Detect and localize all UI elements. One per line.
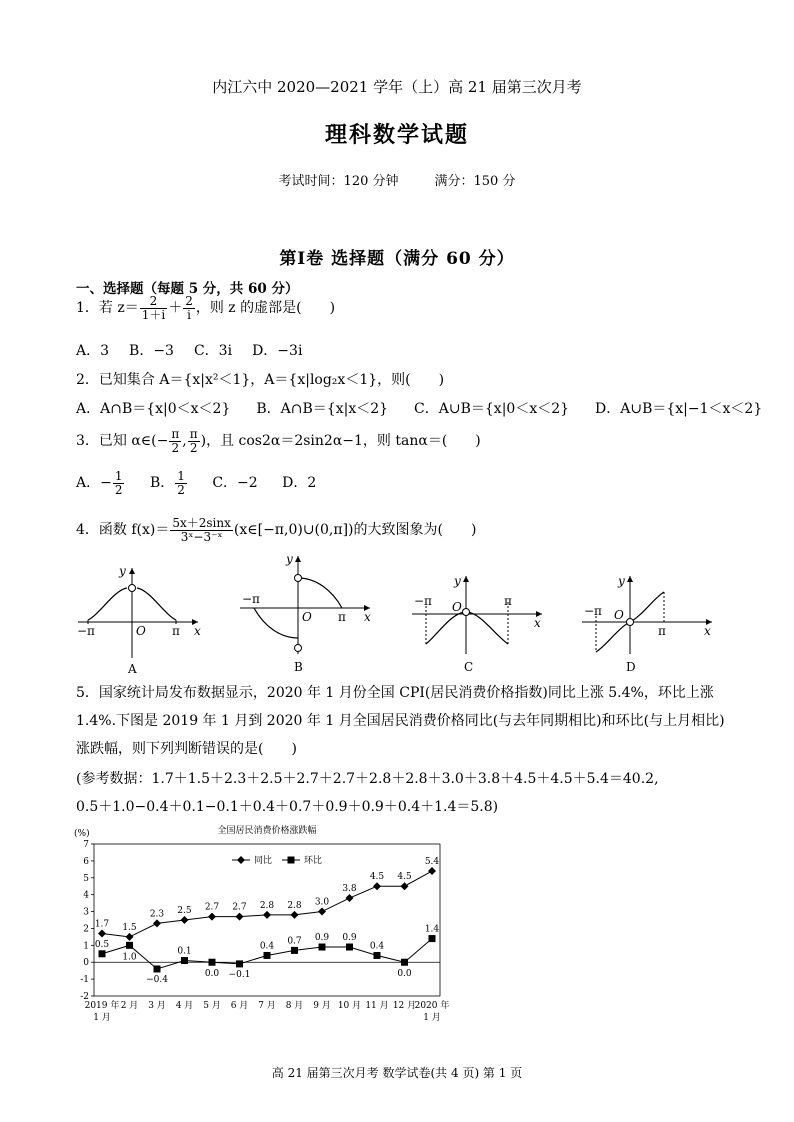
school-line: 内江六中 2020—2021 学年（上）高 21 届第三次月考 [212,78,582,96]
x-tick-label: 1 月 [423,1013,441,1023]
data-label: 0.9 [314,933,330,944]
question-4 [76,517,476,543]
graph-d-pi: π [658,624,666,638]
data-label: 0.9 [342,933,357,944]
data-label: 5.4 [424,857,440,868]
x-tick-label: 12 月 [392,1001,417,1011]
x-tick-label: 7 月 [258,1001,276,1011]
plot-frame [94,844,440,996]
y-tick-label: -1 [80,975,89,986]
graph-c-neg-pi: −π [414,594,432,608]
point-mom [154,965,161,972]
question-1 [76,295,335,321]
point-yoy [263,911,271,919]
point-yoy [291,911,299,919]
point-yoy [401,882,409,890]
q3-option-c: C．−2 [212,475,258,492]
q4-fraction: $\frac{5x+2\sin x}{\text{3ˣ−3⁻ˣ}}$ [172,516,231,544]
question-2: 2．已知集合 A＝{x|x²＜1}，A＝{x|log₂x＜1}，则( ) [76,372,445,388]
graph-d-y-label: y [618,574,625,588]
q3-option-d: D．2 [282,475,317,492]
data-label: 2.8 [259,900,275,911]
part-heading: 第Ⅰ卷 选择题（满分 60 分） [279,249,515,269]
q3-option-a: A．− $\frac{1}{2}$ [76,469,123,497]
point-mom [209,959,216,966]
question-5-line-3: 涨跌幅，则下列判断错误的是( ) [76,741,297,757]
q1-fraction-1: $\frac{2}{1+i}$ [141,294,166,322]
q2-option-c: C．A∪B＝{x|0＜x＜2} [414,401,570,417]
data-label: 1.5 [122,922,137,933]
graph-a-plot [74,562,204,662]
q2-option-a: A．A∩B＝{x|0＜x＜2} [76,401,231,417]
q1-option-c: C．3i [193,343,233,359]
data-label: 2.8 [287,900,302,911]
point-yoy [236,913,244,921]
data-label: 0.1 [177,946,192,957]
q2-option-d: D．A∪B＝{x|−1＜x＜2} [595,401,763,417]
y-tick-label: 5 [83,873,89,884]
data-label: 3.0 [314,897,330,908]
data-label: 4.5 [397,872,412,883]
point-yoy [153,919,161,927]
point-yoy [208,913,216,921]
page-title: 理科数学试题 [324,122,469,148]
data-label: 0.0 [397,969,412,980]
question-5-ref-1: (参考数据：1.7＋1.5＋2.3＋2.5＋2.7＋2.7＋2.8＋2.8＋3.0＋3.8＋4.5＋4.5＋5.4＝40.2, [76,771,659,787]
graph-d-label: D [626,660,636,674]
x-tick-label: 4 月 [175,1001,194,1011]
graph-b-x-label: x [364,610,371,624]
graph-c-plot [408,572,548,658]
y-tick-label: 4 [83,890,89,901]
graph-a-y-label: y [119,564,126,578]
exam-time: 考试时间：120 分钟 [278,174,399,189]
point-mom [319,944,326,951]
graph-c-y-label: y [454,574,461,588]
question-3 [76,428,481,454]
q4-lead: 4．函数 f(x)＝ [76,522,170,539]
graph-c-x-label: x [534,616,541,630]
y-tick-label: 3 [83,907,89,918]
q1-options [76,340,302,360]
graph-a [74,562,204,682]
x-tick-label: 9 月 [313,1001,331,1011]
x-tick-label: 8 月 [285,1001,304,1011]
point-yoy [181,916,189,924]
point-yoy [428,867,436,875]
data-label: 4.5 [369,872,385,883]
y-tick-label: 2 [83,924,89,935]
q1-plus: ＋ [168,300,183,317]
point-mom [236,960,243,967]
graph-b-origin: O [302,610,312,624]
legend-mom-label: 环比 [304,856,323,866]
y-tick-label: -2 [80,992,89,1002]
point-yoy [98,930,106,938]
exam-score: 满分：150 分 [434,174,516,189]
cpi-chart [72,824,472,1034]
y-unit-label: (%) [74,829,90,839]
point-yoy [318,908,326,916]
point-mom [264,952,271,959]
q2-options [76,398,762,418]
question-5-line-1: 5．国家统计局发布数据显示，2020 年 1 月份全国 CPI(居民消费价格指数)同比上涨 5.4%，环比上涨 [76,685,714,701]
graph-a-origin: O [136,624,146,638]
q4-tail: (x∈[−π,0)∪(0,π])的大致图象为( ) [233,522,477,539]
y-tick-label: 1 [83,941,89,952]
data-label: 2.3 [149,909,165,920]
graph-b-neg-pi: −π [242,592,260,606]
point-yoy [126,933,134,941]
point-yoy [373,882,381,890]
graph-b-label: B [294,660,303,674]
graph-c-origin: O [452,600,462,614]
data-label: 1.7 [94,919,110,930]
data-label: 0.4 [259,941,275,952]
question-5-line-2: 1.4%.下图是 2019 年 1 月到 2020 年 1 月全国居民消费价格同比(与去年同期相比)和环比(与上月相比) [76,713,725,729]
graph-c-label: C [464,660,474,674]
q3-option-b: B． $\frac{1}{2}$ [149,469,185,497]
data-label: 0.4 [369,941,385,952]
x-tick-label: 10 月 [337,1001,362,1011]
x-tick-label: 2020 年 [414,1001,450,1011]
legend-mom-marker [288,857,295,864]
section-heading: 一、选择题（每题 5 分，共 60 分） [76,281,299,297]
q1-option-b: B．−3 [129,343,174,359]
point-mom [291,947,298,954]
x-tick-label: 11 月 [365,1001,389,1011]
graph-a-label: A [128,662,137,676]
point-mom [374,952,381,959]
graph-d [578,572,718,682]
data-label: 2.5 [177,906,192,916]
graph-d-x-label: x [704,624,711,638]
graph-a-neg-pi: −π [77,624,95,638]
exam-info [0,170,794,189]
chart-title: 全国居民消费价格涨跌幅 [217,826,317,836]
q3-fraction-2: $\frac{\pi}{2}$ [189,427,198,455]
x-tick-label: 3 月 [148,1001,166,1011]
data-label: 3.8 [342,884,357,895]
y-tick-label: 7 [83,840,89,850]
cpi-chart-svg [72,824,472,1034]
point-mom [401,959,408,966]
q1-option-d: D．−3i [252,343,303,359]
q3-tail: )，且 cos2α＝2sin2α−1，则 tanα＝( ) [200,433,481,450]
point-mom [181,957,188,964]
data-label: 2.7 [232,902,247,913]
q1-option-a: A．3 [76,343,110,359]
data-label: 2.7 [204,902,220,913]
q3-options [76,470,316,496]
point-yoy [346,894,354,902]
data-label: 1.4 [424,924,440,935]
graph-d-origin: O [614,608,624,622]
q2-option-b: B．A∩B＝{x|x＜2} [256,401,389,417]
q1-tail: ，则 z 的虚部是( ) [195,300,336,317]
x-tick-label: 5 月 [203,1001,221,1011]
point-mom [429,935,436,942]
q1-lead: 1．若 z＝ [76,300,139,317]
q3-fraction-1: $\frac{\pi}{2}$ [171,427,180,455]
x-tick-label: 1 月 [93,1013,111,1023]
x-tick-label: 2 月 [120,1001,139,1011]
data-label: 0.7 [287,936,302,947]
graph-b [236,550,376,682]
point-mom [126,942,133,949]
graph-a-x-label: x [194,624,201,638]
q3-lead: 3．已知 α∈(− [76,433,169,450]
data-label: 0.0 [204,969,220,980]
graph-b-pi: π [338,610,346,624]
graph-b-y-label: y [286,552,293,566]
graph-c [408,572,548,682]
point-mom [346,944,353,951]
data-label: −0.1 [228,969,251,980]
point-mom [99,950,106,957]
y-tick-label: 6 [83,856,89,867]
q1-fraction-2: $\frac{2}{i}$ [185,294,193,322]
graph-c-pi: π [504,594,512,608]
graph-a-pi: π [172,624,180,638]
x-tick-label: 6 月 [230,1001,249,1011]
data-label: −0.4 [146,974,168,985]
legend-yoy-label: 同比 [254,856,273,866]
data-label: 0.5 [94,939,110,950]
data-label: 1.0 [122,952,137,963]
y-tick-label: 0 [83,958,89,969]
x-tick-label: 2019 年 [84,1001,120,1011]
page-footer: 高 21 届第三次月考 数学试卷(共 4 页) 第 1 页 [271,1066,523,1080]
legend-yoy-marker [237,856,245,864]
question-5-ref-2: 0.5＋1.0−0.4＋0.1−0.1＋0.4＋0.7＋0.9＋0.9＋0.4＋1.4＝5.8) [76,799,499,815]
q3-comma: , [182,433,187,450]
graph-d-neg-pi: −π [584,604,602,618]
